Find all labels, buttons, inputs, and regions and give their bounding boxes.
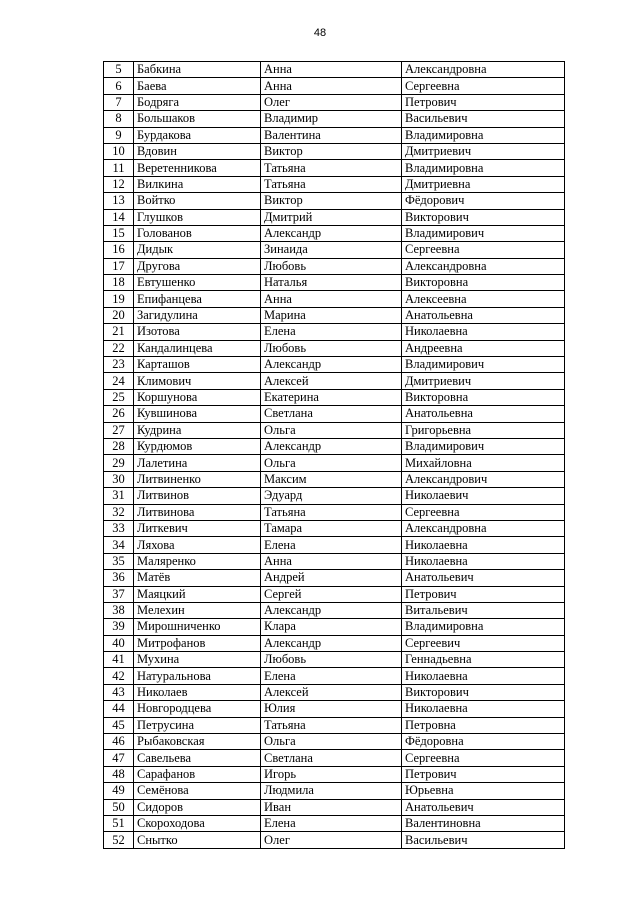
last-name-cell: Веретенникова: [134, 160, 261, 176]
patronymic-cell: Петрович: [402, 94, 565, 110]
row-number-cell: 47: [104, 750, 134, 766]
table-row: [104, 635, 565, 651]
first-name-cell: Марина: [261, 307, 402, 323]
row-number-cell: 35: [104, 553, 134, 569]
patronymic-cell: Викторовна: [402, 275, 565, 291]
row-number-cell: 31: [104, 488, 134, 504]
row-number-cell: 19: [104, 291, 134, 307]
patronymic-cell: Юрьевна: [402, 783, 565, 799]
patronymic-cell: Анатольевна: [402, 406, 565, 422]
row-number-cell: 51: [104, 815, 134, 831]
table-row: [104, 160, 565, 176]
first-name-cell: Олег: [261, 832, 402, 848]
first-name-cell: Алексей: [261, 684, 402, 700]
last-name-cell: Вилкина: [134, 176, 261, 192]
table-row: [104, 94, 565, 110]
patronymic-cell: Васильевич: [402, 111, 565, 127]
page-number: 48: [313, 27, 327, 39]
patronymic-cell: Анатольевич: [402, 570, 565, 586]
first-name-cell: Ольга: [261, 422, 402, 438]
first-name-cell: Светлана: [261, 750, 402, 766]
last-name-cell: Мирошниченко: [134, 619, 261, 635]
patronymic-cell: Александровна: [402, 258, 565, 274]
first-name-cell: Любовь: [261, 258, 402, 274]
table-row: [104, 455, 565, 471]
table-row: [104, 537, 565, 553]
row-number-cell: 16: [104, 242, 134, 258]
row-number-cell: 29: [104, 455, 134, 471]
table-row: [104, 62, 565, 78]
row-number-cell: 38: [104, 602, 134, 618]
last-name-cell: Войтко: [134, 193, 261, 209]
table-row: [104, 668, 565, 684]
last-name-cell: Ляхова: [134, 537, 261, 553]
table-row: [104, 750, 565, 766]
row-number-cell: 41: [104, 652, 134, 668]
table-row: [104, 504, 565, 520]
row-number-cell: 42: [104, 668, 134, 684]
patronymic-cell: Фёдорович: [402, 193, 565, 209]
patronymic-cell: Фёдоровна: [402, 734, 565, 750]
first-name-cell: Татьяна: [261, 160, 402, 176]
table-row: [104, 275, 565, 291]
first-name-cell: Виктор: [261, 143, 402, 159]
first-name-cell: Анна: [261, 62, 402, 78]
row-number-cell: 45: [104, 717, 134, 733]
first-name-cell: Анна: [261, 291, 402, 307]
table-row: [104, 193, 565, 209]
table-row: [104, 422, 565, 438]
row-number-cell: 27: [104, 422, 134, 438]
first-name-cell: Александр: [261, 357, 402, 373]
patronymic-cell: Григорьевна: [402, 422, 565, 438]
table-row: [104, 389, 565, 405]
table-row: [104, 143, 565, 159]
table-row: [104, 570, 565, 586]
patronymic-cell: Сергеевна: [402, 78, 565, 94]
first-name-cell: Тамара: [261, 520, 402, 536]
last-name-cell: Епифанцева: [134, 291, 261, 307]
first-name-cell: Любовь: [261, 652, 402, 668]
patronymic-cell: Алексеевна: [402, 291, 565, 307]
last-name-cell: Николаев: [134, 684, 261, 700]
last-name-cell: Новгородцева: [134, 701, 261, 717]
patronymic-cell: Владимировна: [402, 160, 565, 176]
first-name-cell: Анна: [261, 78, 402, 94]
first-name-cell: Екатерина: [261, 389, 402, 405]
row-number-cell: 30: [104, 471, 134, 487]
first-name-cell: Любовь: [261, 340, 402, 356]
row-number-cell: 26: [104, 406, 134, 422]
patronymic-cell: Дмитриевич: [402, 373, 565, 389]
row-number-cell: 34: [104, 537, 134, 553]
last-name-cell: Литвинов: [134, 488, 261, 504]
patronymic-cell: Петрович: [402, 766, 565, 782]
row-number-cell: 48: [104, 766, 134, 782]
table-row: [104, 78, 565, 94]
row-number-cell: 12: [104, 176, 134, 192]
row-number-cell: 24: [104, 373, 134, 389]
table-row: [104, 553, 565, 569]
first-name-cell: Иван: [261, 799, 402, 815]
first-name-cell: Елена: [261, 537, 402, 553]
patronymic-cell: Викторович: [402, 684, 565, 700]
row-number-cell: 44: [104, 701, 134, 717]
first-name-cell: Максим: [261, 471, 402, 487]
last-name-cell: Кандалинцева: [134, 340, 261, 356]
row-number-cell: 36: [104, 570, 134, 586]
last-name-cell: Маляренко: [134, 553, 261, 569]
table-row: [104, 701, 565, 717]
table-row: [104, 652, 565, 668]
last-name-cell: Загидулина: [134, 307, 261, 323]
row-number-cell: 18: [104, 275, 134, 291]
table-row: [104, 438, 565, 454]
first-name-cell: Елена: [261, 815, 402, 831]
table-row: [104, 619, 565, 635]
first-name-cell: Эдуард: [261, 488, 402, 504]
first-name-cell: Сергей: [261, 586, 402, 602]
table-row: [104, 815, 565, 831]
last-name-cell: Большаков: [134, 111, 261, 127]
row-number-cell: 25: [104, 389, 134, 405]
patronymic-cell: Николаевна: [402, 537, 565, 553]
table-row: [104, 734, 565, 750]
last-name-cell: Глушков: [134, 209, 261, 225]
table-row: [104, 340, 565, 356]
first-name-cell: Валентина: [261, 127, 402, 143]
last-name-cell: Литвиненко: [134, 471, 261, 487]
table-row: [104, 520, 565, 536]
table-body: [104, 62, 565, 849]
patronymic-cell: Сергеевна: [402, 504, 565, 520]
patronymic-cell: Дмитриевич: [402, 143, 565, 159]
last-name-cell: Бурдакова: [134, 127, 261, 143]
table-row: [104, 586, 565, 602]
table-row: [104, 766, 565, 782]
last-name-cell: Снытко: [134, 832, 261, 848]
row-number-cell: 8: [104, 111, 134, 127]
patronymic-cell: Валентиновна: [402, 815, 565, 831]
last-name-cell: Митрофанов: [134, 635, 261, 651]
last-name-cell: Лалетина: [134, 455, 261, 471]
row-number-cell: 52: [104, 832, 134, 848]
first-name-cell: Александр: [261, 225, 402, 241]
table-row: [104, 324, 565, 340]
patronymic-cell: Александрович: [402, 471, 565, 487]
first-name-cell: Виктор: [261, 193, 402, 209]
first-name-cell: Светлана: [261, 406, 402, 422]
row-number-cell: 39: [104, 619, 134, 635]
last-name-cell: Климович: [134, 373, 261, 389]
last-name-cell: Рыбаковская: [134, 734, 261, 750]
row-number-cell: 14: [104, 209, 134, 225]
row-number-cell: 28: [104, 438, 134, 454]
patronymic-cell: Владимирович: [402, 225, 565, 241]
patronymic-cell: Владимирович: [402, 438, 565, 454]
row-number-cell: 7: [104, 94, 134, 110]
patronymic-cell: Сергеевна: [402, 242, 565, 258]
row-number-cell: 15: [104, 225, 134, 241]
table-row: [104, 209, 565, 225]
row-number-cell: 49: [104, 783, 134, 799]
last-name-cell: Семёнова: [134, 783, 261, 799]
patronymic-cell: Петрович: [402, 586, 565, 602]
first-name-cell: Елена: [261, 668, 402, 684]
first-name-cell: Татьяна: [261, 176, 402, 192]
first-name-cell: Наталья: [261, 275, 402, 291]
patronymic-cell: Михайловна: [402, 455, 565, 471]
table-row: [104, 799, 565, 815]
table-row: [104, 357, 565, 373]
last-name-cell: Натуральнова: [134, 668, 261, 684]
row-number-cell: 50: [104, 799, 134, 815]
name-list-table: [103, 61, 565, 849]
last-name-cell: Кудрина: [134, 422, 261, 438]
patronymic-cell: Андреевна: [402, 340, 565, 356]
row-number-cell: 33: [104, 520, 134, 536]
first-name-cell: Алексей: [261, 373, 402, 389]
table-row: [104, 373, 565, 389]
last-name-cell: Кувшинова: [134, 406, 261, 422]
table-row: [104, 783, 565, 799]
last-name-cell: Бабкина: [134, 62, 261, 78]
table-row: [104, 111, 565, 127]
first-name-cell: Клара: [261, 619, 402, 635]
first-name-cell: Олег: [261, 94, 402, 110]
row-number-cell: 17: [104, 258, 134, 274]
patronymic-cell: Анатольевич: [402, 799, 565, 815]
last-name-cell: Литвинова: [134, 504, 261, 520]
patronymic-cell: Александровна: [402, 520, 565, 536]
row-number-cell: 40: [104, 635, 134, 651]
last-name-cell: Петрусина: [134, 717, 261, 733]
first-name-cell: Ольга: [261, 734, 402, 750]
first-name-cell: Ольга: [261, 455, 402, 471]
first-name-cell: Татьяна: [261, 717, 402, 733]
row-number-cell: 23: [104, 357, 134, 373]
patronymic-cell: Владимировна: [402, 619, 565, 635]
patronymic-cell: Геннадьевна: [402, 652, 565, 668]
row-number-cell: 46: [104, 734, 134, 750]
table-row: [104, 307, 565, 323]
row-number-cell: 32: [104, 504, 134, 520]
last-name-cell: Баева: [134, 78, 261, 94]
table-row: [104, 717, 565, 733]
last-name-cell: Курдюмов: [134, 438, 261, 454]
table-row: [104, 602, 565, 618]
last-name-cell: Мухина: [134, 652, 261, 668]
row-number-cell: 11: [104, 160, 134, 176]
last-name-cell: Бодряга: [134, 94, 261, 110]
last-name-cell: Дидык: [134, 242, 261, 258]
last-name-cell: Маяцкий: [134, 586, 261, 602]
patronymic-cell: Николаевна: [402, 668, 565, 684]
first-name-cell: Игорь: [261, 766, 402, 782]
patronymic-cell: Сергеевна: [402, 750, 565, 766]
patronymic-cell: Николаевна: [402, 324, 565, 340]
patronymic-cell: Викторовна: [402, 389, 565, 405]
first-name-cell: Дмитрий: [261, 209, 402, 225]
last-name-cell: Скороходова: [134, 815, 261, 831]
patronymic-cell: Сергеевич: [402, 635, 565, 651]
last-name-cell: Коршунова: [134, 389, 261, 405]
table-row: [104, 291, 565, 307]
table-row: [104, 242, 565, 258]
table-row: [104, 832, 565, 848]
first-name-cell: Людмила: [261, 783, 402, 799]
first-name-cell: Анна: [261, 553, 402, 569]
last-name-cell: Матёв: [134, 570, 261, 586]
first-name-cell: Александр: [261, 602, 402, 618]
patronymic-cell: Николаевич: [402, 488, 565, 504]
last-name-cell: Голованов: [134, 225, 261, 241]
last-name-cell: Сидоров: [134, 799, 261, 815]
table-row: [104, 127, 565, 143]
first-name-cell: Андрей: [261, 570, 402, 586]
patronymic-cell: Васильевич: [402, 832, 565, 848]
patronymic-cell: Александровна: [402, 62, 565, 78]
patronymic-cell: Владимировна: [402, 127, 565, 143]
row-number-cell: 10: [104, 143, 134, 159]
last-name-cell: Мелехин: [134, 602, 261, 618]
last-name-cell: Карташов: [134, 357, 261, 373]
last-name-cell: Другова: [134, 258, 261, 274]
table-row: [104, 684, 565, 700]
first-name-cell: Александр: [261, 438, 402, 454]
patronymic-cell: Петровна: [402, 717, 565, 733]
patronymic-cell: Владимирович: [402, 357, 565, 373]
row-number-cell: 13: [104, 193, 134, 209]
table-row: [104, 258, 565, 274]
first-name-cell: Татьяна: [261, 504, 402, 520]
first-name-cell: Елена: [261, 324, 402, 340]
patronymic-cell: Николаевна: [402, 553, 565, 569]
patronymic-cell: Анатольевна: [402, 307, 565, 323]
patronymic-cell: Дмитриевна: [402, 176, 565, 192]
patronymic-cell: Николаевна: [402, 701, 565, 717]
first-name-cell: Зинаида: [261, 242, 402, 258]
table-row: [104, 471, 565, 487]
row-number-cell: 21: [104, 324, 134, 340]
row-number-cell: 5: [104, 62, 134, 78]
row-number-cell: 37: [104, 586, 134, 602]
patronymic-cell: Витальевич: [402, 602, 565, 618]
row-number-cell: 22: [104, 340, 134, 356]
last-name-cell: Вдовин: [134, 143, 261, 159]
table-row: [104, 488, 565, 504]
patronymic-cell: Викторович: [402, 209, 565, 225]
last-name-cell: Сарафанов: [134, 766, 261, 782]
row-number-cell: 9: [104, 127, 134, 143]
first-name-cell: Александр: [261, 635, 402, 651]
row-number-cell: 43: [104, 684, 134, 700]
row-number-cell: 6: [104, 78, 134, 94]
table-row: [104, 406, 565, 422]
last-name-cell: Савельева: [134, 750, 261, 766]
first-name-cell: Юлия: [261, 701, 402, 717]
last-name-cell: Евтушенко: [134, 275, 261, 291]
last-name-cell: Изотова: [134, 324, 261, 340]
last-name-cell: Литкевич: [134, 520, 261, 536]
first-name-cell: Владимир: [261, 111, 402, 127]
table-row: [104, 225, 565, 241]
table-row: [104, 176, 565, 192]
row-number-cell: 20: [104, 307, 134, 323]
